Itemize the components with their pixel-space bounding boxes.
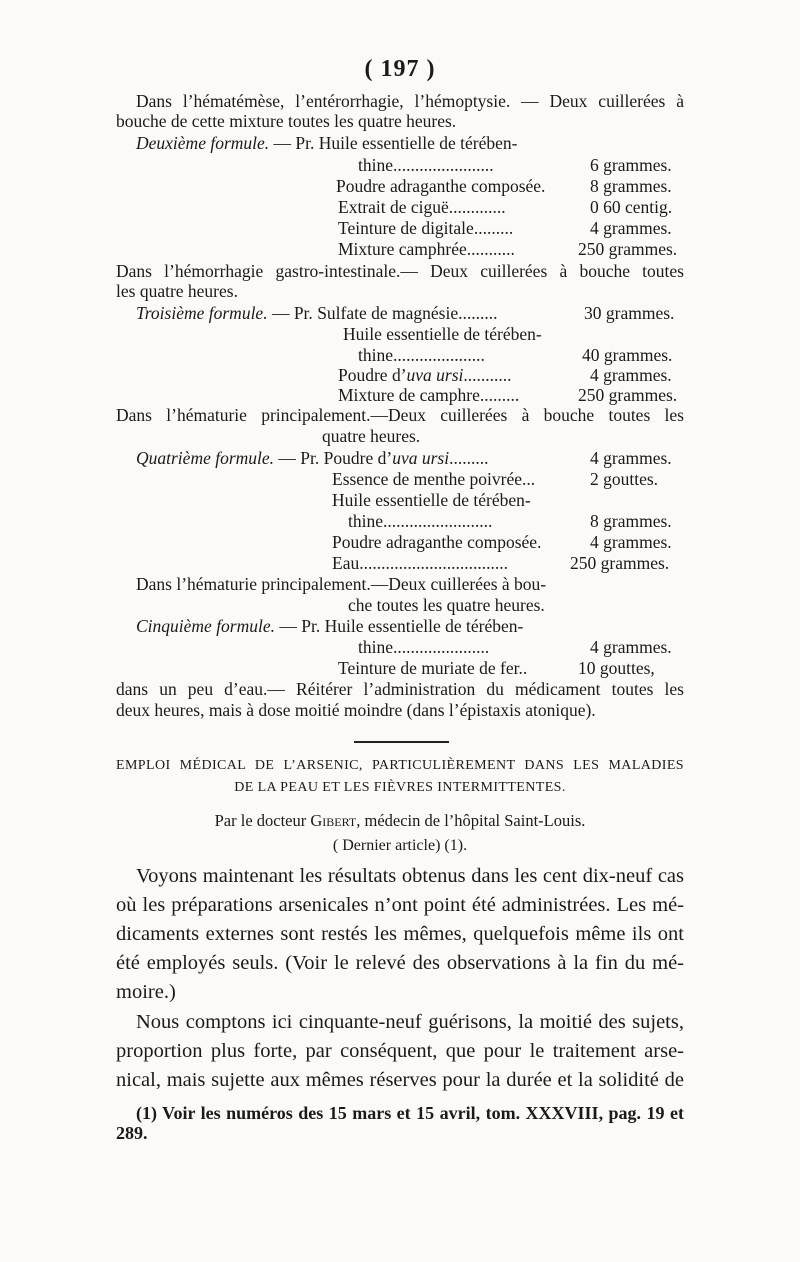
- formula-4-item-3-qty: 8 grammes.: [590, 511, 672, 531]
- formula-3-item-4-qty: 250 grammes.: [578, 385, 678, 405]
- footnote-line-1: (1) Voir les numéros des 15 mars et 15 avril, tom. XXXVIII, pag. 19 et: [136, 1103, 684, 1123]
- paragraph-1-line-2: où les préparations arsenicales n’ont point été administrées. Les mé-: [116, 894, 684, 916]
- formula-2-pr: — Pr.: [273, 133, 315, 153]
- formula-3-item-3-qty: 4 grammes.: [590, 365, 672, 385]
- byline-suffix: , médecin de l’hôpital Saint-Louis.: [356, 811, 586, 830]
- formula-4-item-3-name: Huile essentielle de térében-: [332, 490, 531, 510]
- footnote-line-2: 289.: [116, 1123, 148, 1143]
- formula-2-title: Deuxième formule.: [136, 133, 270, 153]
- formula-2-item-1-cont: thine.......................: [358, 155, 494, 175]
- paragraph-1-line-3: dicaments externes sont restés les mêmes, quelquefois même ils ont: [116, 923, 684, 945]
- formula-4-heading: Quatrième formule. — Pr. Poudre d’uva ursi.........: [136, 448, 489, 468]
- formula-3-item-3-name: Poudre d’uva ursi...........: [338, 365, 512, 385]
- formula-2-item-4-name: Teinture de digitale.........: [338, 218, 514, 238]
- formula-3-pr: — Pr.: [271, 303, 313, 323]
- section-divider: [354, 741, 449, 743]
- formula-4-item-5-name: Eau..................................: [332, 553, 508, 573]
- formula-4-item-2-qty: 2 gouttes.: [590, 469, 659, 489]
- formula-4-title: Quatrième formule.: [136, 448, 275, 468]
- formula-3-item-1-name: Sulfate de magnésie: [317, 303, 459, 323]
- formula-5-heading: [136, 617, 523, 636]
- formula-4-item-4-name: Poudre adraganthe composée.: [332, 532, 542, 552]
- formula-2-item-2-name: Poudre adraganthe composée.: [336, 176, 546, 196]
- formula-5-item-1-cont: thine......................: [358, 637, 490, 657]
- article-subtitle: ( Dernier article) (1).: [332, 837, 468, 854]
- formula-4-usage-1: Dans l’hématurie principalement.—Deux cuillerées à bou-: [136, 574, 547, 594]
- formula-2-item-2-qty: 8 grammes.: [590, 176, 672, 196]
- paragraph-2-line-2: proportion plus forte, par conséquent, que pour le traitement arse-: [116, 1040, 684, 1062]
- intro-line-1: Dans l’hématémèse, l’entérorrhagie, l’hémoptysie. — Deux cuillerées à: [136, 91, 684, 111]
- formula-5-usage-2: deux heures, mais à dose moitié moindre (dans l’épistaxis atonique).: [116, 700, 596, 720]
- formula-2-item-1-qty: 6 grammes.: [590, 155, 672, 175]
- formula-4-item-4-qty: 4 grammes.: [590, 532, 672, 552]
- article-byline: [0, 811, 800, 830]
- formula-3-item-2-qty: 40 grammes.: [582, 345, 673, 365]
- formula-5-item-1-qty: 4 grammes.: [590, 637, 672, 657]
- paragraph-1-line-4: été employés seuls. (Voir le relevé des observations à la fin du mé-: [116, 952, 684, 974]
- article-title-line-1: EMPLOI MÉDICAL DE L’ARSENIC, PARTICULIÈREMENT DANS LES MALADIES: [116, 758, 684, 773]
- formula-5-usage-1: dans un peu d’eau.— Réitérer l’administration du médicament toutes les: [116, 679, 684, 699]
- formula-2-item-5-qty: 250 grammes.: [578, 239, 678, 259]
- formula-3-usage-1: Dans l’hématurie principalement.—Deux cuillerées à bouche toutes les: [116, 405, 684, 425]
- formula-2-item-4-qty: 4 grammes.: [590, 218, 672, 238]
- formula-4-pr: — Pr.: [278, 448, 320, 468]
- article-title-line-2: DE LA PEAU ET LES FIÈVRES INTERMITTENTES.: [234, 780, 566, 795]
- formula-3-heading: Troisième formule. — Pr. Sulfate de magnésie.........: [136, 303, 498, 323]
- formula-2-item-5-name: Mixture camphrée...........: [338, 239, 515, 259]
- paragraph-1-line-1: Voyons maintenant les résultats obtenus dans les cent dix-neuf cas: [136, 865, 684, 887]
- byline-author: Gibert: [310, 811, 357, 830]
- formula-4-usage-2: che toutes les quatre heures.: [348, 595, 545, 615]
- formula-3-usage-2: quatre heures.: [322, 426, 421, 446]
- paragraph-2-line-3: nical, mais sujette aux mêmes réserves pour la durée et la solidité de: [116, 1069, 684, 1091]
- formula-3-item-1-qty: 30 grammes.: [584, 303, 675, 323]
- formula-3-title: Troisième formule.: [136, 303, 268, 323]
- formula-4-item-5-qty: 250 grammes.: [570, 553, 670, 573]
- byline-prefix: Par le docteur: [214, 811, 307, 830]
- formula-2-item-1-name: Huile essentielle de térében-: [318, 133, 518, 153]
- formula-5-title: Cinquième formule.: [136, 616, 276, 636]
- formula-5-pr: — Pr.: [279, 616, 321, 636]
- formula-3-item-4-name: Mixture de camphre.........: [338, 385, 520, 405]
- paragraph-1-line-5: moire.): [116, 981, 176, 1003]
- formula-5-item-1-name: Huile essentielle de térében-: [324, 616, 524, 636]
- formula-2-heading: [136, 134, 518, 153]
- formula-5-item-2-qty: 10 gouttes,: [578, 658, 655, 678]
- formula-2-item-3-name: Extrait de ciguë.............: [338, 197, 506, 217]
- formula-2-usage-2: les quatre heures.: [116, 281, 238, 301]
- formula-2-usage-1: Dans l’hémorrhagie gastro-intestinale.— Deux cuillerées à bouche toutes: [116, 261, 684, 281]
- intro-line-2: bouche de cette mixture toutes les quatre heures.: [116, 111, 457, 131]
- page-number: ( 197 ): [364, 56, 436, 82]
- formula-4-item-1-qty: 4 grammes.: [590, 448, 672, 468]
- formula-3-item-2-cont: thine.....................: [358, 345, 485, 365]
- formula-4-item-3-cont: thine.........................: [348, 511, 493, 531]
- formula-4-item-1-name: Poudre d’: [323, 448, 393, 468]
- paragraph-2-line-1: Nous comptons ici cinquante-neuf guérisons, la moitié des sujets,: [136, 1011, 684, 1033]
- formula-4-item-2-name: Essence de menthe poivrée...: [332, 469, 536, 489]
- formula-3-item-2-name: Huile essentielle de térében-: [343, 324, 542, 344]
- formula-2-item-3-qty: 0 60 centig.: [590, 197, 673, 217]
- formula-5-item-2-name: Teinture de muriate de fer..: [338, 658, 528, 678]
